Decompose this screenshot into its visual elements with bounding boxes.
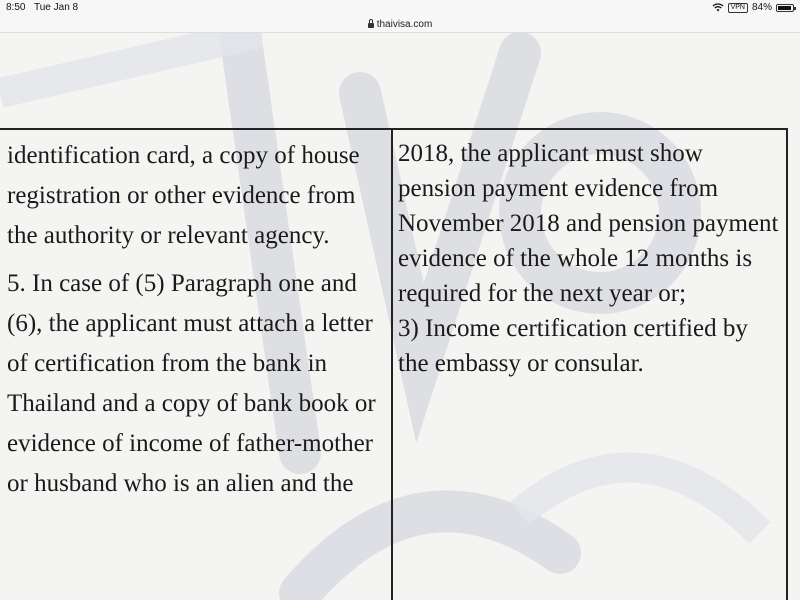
status-bar <box>0 0 800 16</box>
wifi-icon <box>712 3 724 12</box>
vpn-badge: VPN <box>728 3 748 13</box>
url-text[interactable]: thaivisa.com <box>376 18 433 30</box>
left-column <box>0 130 393 600</box>
status-time: 8:50 <box>6 2 26 13</box>
right-column <box>393 130 786 600</box>
battery-icon <box>776 4 794 12</box>
right-paragraph-1: 2018, the applicant must show pension payment evidence from November 2018 and pension payment evidence of the whole 12 months is required for the next year or; <box>398 140 779 307</box>
web-page <box>0 33 800 600</box>
status-date: Tue Jan 8 <box>34 2 79 13</box>
battery-percent: 84% <box>751 2 772 13</box>
status-indicators <box>712 2 794 13</box>
address-bar[interactable] <box>0 16 800 33</box>
left-paragraph-1: identification card, a copy of house registration or other evidence from the authority or relevant agency. <box>7 142 360 249</box>
right-paragraph-2: 3) Income certification certified by the embassy or consular. <box>398 315 748 377</box>
document-table <box>0 128 788 600</box>
left-paragraph-2: 5. In case of (5) Paragraph one and (6), the applicant must attach a letter of certification from the bank in Thailand and a copy of bank book or evidence of income of father-mother or husband who is an alien and the <box>7 270 376 497</box>
lock-icon <box>368 23 374 28</box>
